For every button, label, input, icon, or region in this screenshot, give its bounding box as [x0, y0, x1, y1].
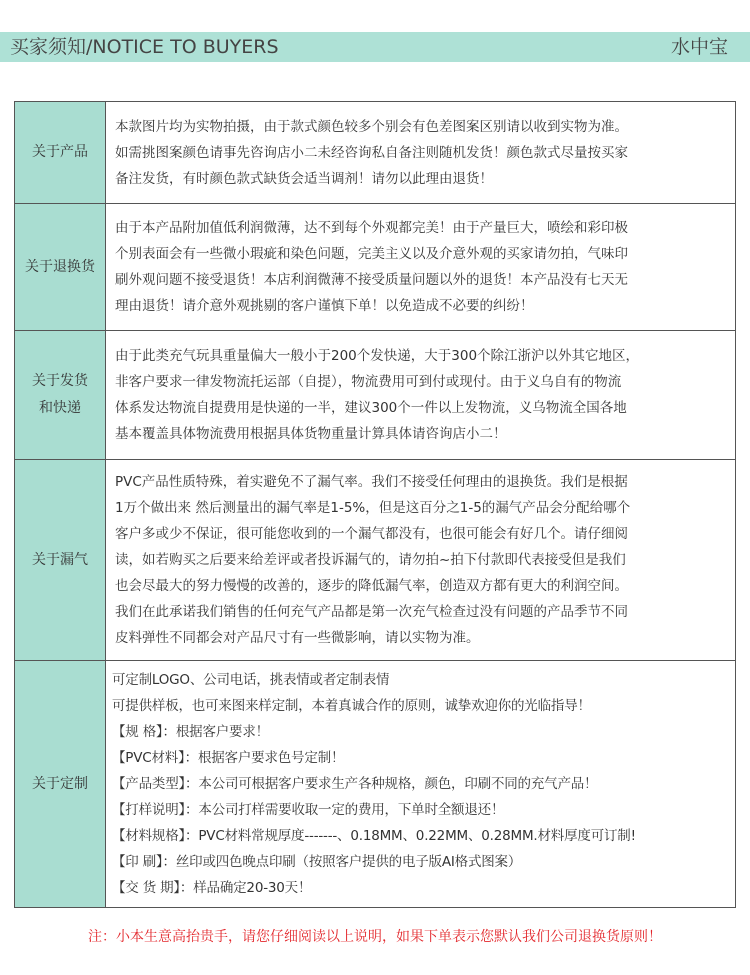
section-customization	[15, 661, 736, 908]
content-line: 【材料规格】：PVC材料常规厚度-------、0.18MM、0.22MM、0.28MM.材料厚度可订制!	[112, 828, 636, 844]
content-line: 基本覆盖具体物流费用根据具体货物重量计算具体请咨询店小二！	[115, 426, 507, 442]
content-line: 【产品类型】：本公司可根据客户要求生产各种规格，颜色，印刷不同的充气产品！	[112, 776, 598, 792]
content-line: PVC产品性质特殊，着实避免不了漏气率。我们不接受任何理由的退换货。我们是根据	[115, 474, 628, 490]
section-label-customization: 关于定制	[15, 661, 106, 908]
section-content-returns	[106, 204, 736, 331]
section-shipping	[15, 331, 736, 460]
section-returns	[15, 204, 736, 331]
content-line: 体系发达物流自提费用是快递的一半，建议300个一件以上发物流，义乌物流全国各地	[115, 400, 627, 416]
content-line: 如需挑图案颜色请事先咨询店小二未经咨询私自备注则随机发货！颜色款式尽量按买家	[115, 144, 628, 161]
section-label-line: 关于发货	[32, 373, 88, 389]
content-line: 读，如若购买之后要来给差评或者投诉漏气的，请勿拍~拍下付款即代表接受但是我们	[115, 552, 626, 568]
section-product	[15, 102, 736, 204]
content-line: 可提供样板，也可来图来样定制，本着真诚合作的原则，诚挚欢迎你的光临指导！	[112, 698, 591, 714]
content-line: 本款图片均为实物拍摄，由于款式颜色较多个别会有色差图案区别请以收到实物为准。	[115, 118, 628, 135]
content-line: 由于本产品附加值低利润微薄，达不到每个外观都完美！由于产量巨大，喷绘和彩印极	[115, 220, 628, 236]
content-line: 皮料弹性不同都会对产品尺寸有一些微影响，请以实物为准。	[115, 630, 480, 646]
content-line: 【PVC材料】：根据客户要求色号定制！	[112, 750, 345, 766]
page-title: 买家须知/NOTICE TO BUYERS	[10, 36, 279, 58]
content-line: 由于此类充气玩具重量偏大一般小于200个发快递，大于300个除江浙沪以外其它地区，	[115, 348, 640, 364]
section-label-shipping	[15, 331, 106, 460]
content-line: 也会尽最大的努力慢慢的改善的，逐步的降低漏气率，创造双方都有更大的利润空间。	[115, 578, 628, 594]
content-line: 【打样说明】：本公司打样需要收取一定的费用，下单时全额退还！	[112, 802, 505, 818]
brand-name: 水中宝	[670, 36, 728, 58]
section-content-shipping	[106, 331, 736, 460]
content-line: 刷外观问题不接受退货！本店利润微薄不接受质量问题以外的退货！本产品没有七天无	[115, 272, 628, 288]
content-line: 个别表面会有一些微小瑕疵和染色问题，完美主义以及介意外观的买家请勿拍，气味印	[115, 246, 628, 262]
section-content-product	[106, 102, 736, 204]
section-leakage	[15, 460, 736, 661]
content-line: 【规 格】：根据客户要求！	[112, 724, 269, 740]
content-line: 非客户要求一律发物流托运部（自提），物流费用可到付或现付。由于义乌自有的物流	[115, 374, 622, 390]
section-content-customization	[106, 661, 736, 908]
content-line: 【印 刷】：丝印或四色晚点印刷（按照客户提供的电子版AI格式图案）	[112, 854, 522, 870]
content-line: 备注发货，有时颜色款式缺货会适当调剂！请勿以此理由退货！	[115, 170, 493, 187]
footer-note: 注：小本生意高抬贵手，请您仔细阅读以上说明，如果下单表示您默认我们公司退换货原则！	[88, 929, 662, 945]
content-line: 可定制LOGO、公司电话，挑表情或者定制表情	[112, 672, 390, 688]
content-line: 我们在此承诺我们销售的任何充气产品都是第一次充气检查过没有问题的产品季节不同	[115, 604, 628, 620]
content-line: 客户多或少不保证，很可能您收到的一个漏气都没有，也很可能会有好几个。请仔细阅	[115, 526, 628, 542]
section-content-leakage	[106, 460, 736, 661]
section-label-product: 关于产品	[15, 102, 106, 204]
section-label-leakage: 关于漏气	[15, 460, 106, 661]
section-label-returns: 关于退换货	[15, 204, 106, 331]
notice-table	[14, 101, 736, 908]
section-label-line: 和快递	[39, 400, 81, 416]
content-line: 理由退货！请介意外观挑剔的客户谨慎下单！以免造成不必要的纠纷！	[115, 298, 534, 314]
content-line: 1万个做出来 然后测量出的漏气率是1-5%，但是这百分之1-5的漏气产品会分配给哪个	[115, 500, 631, 516]
content-line: 【交 货 期】：样品确定20-30天！	[112, 880, 312, 896]
